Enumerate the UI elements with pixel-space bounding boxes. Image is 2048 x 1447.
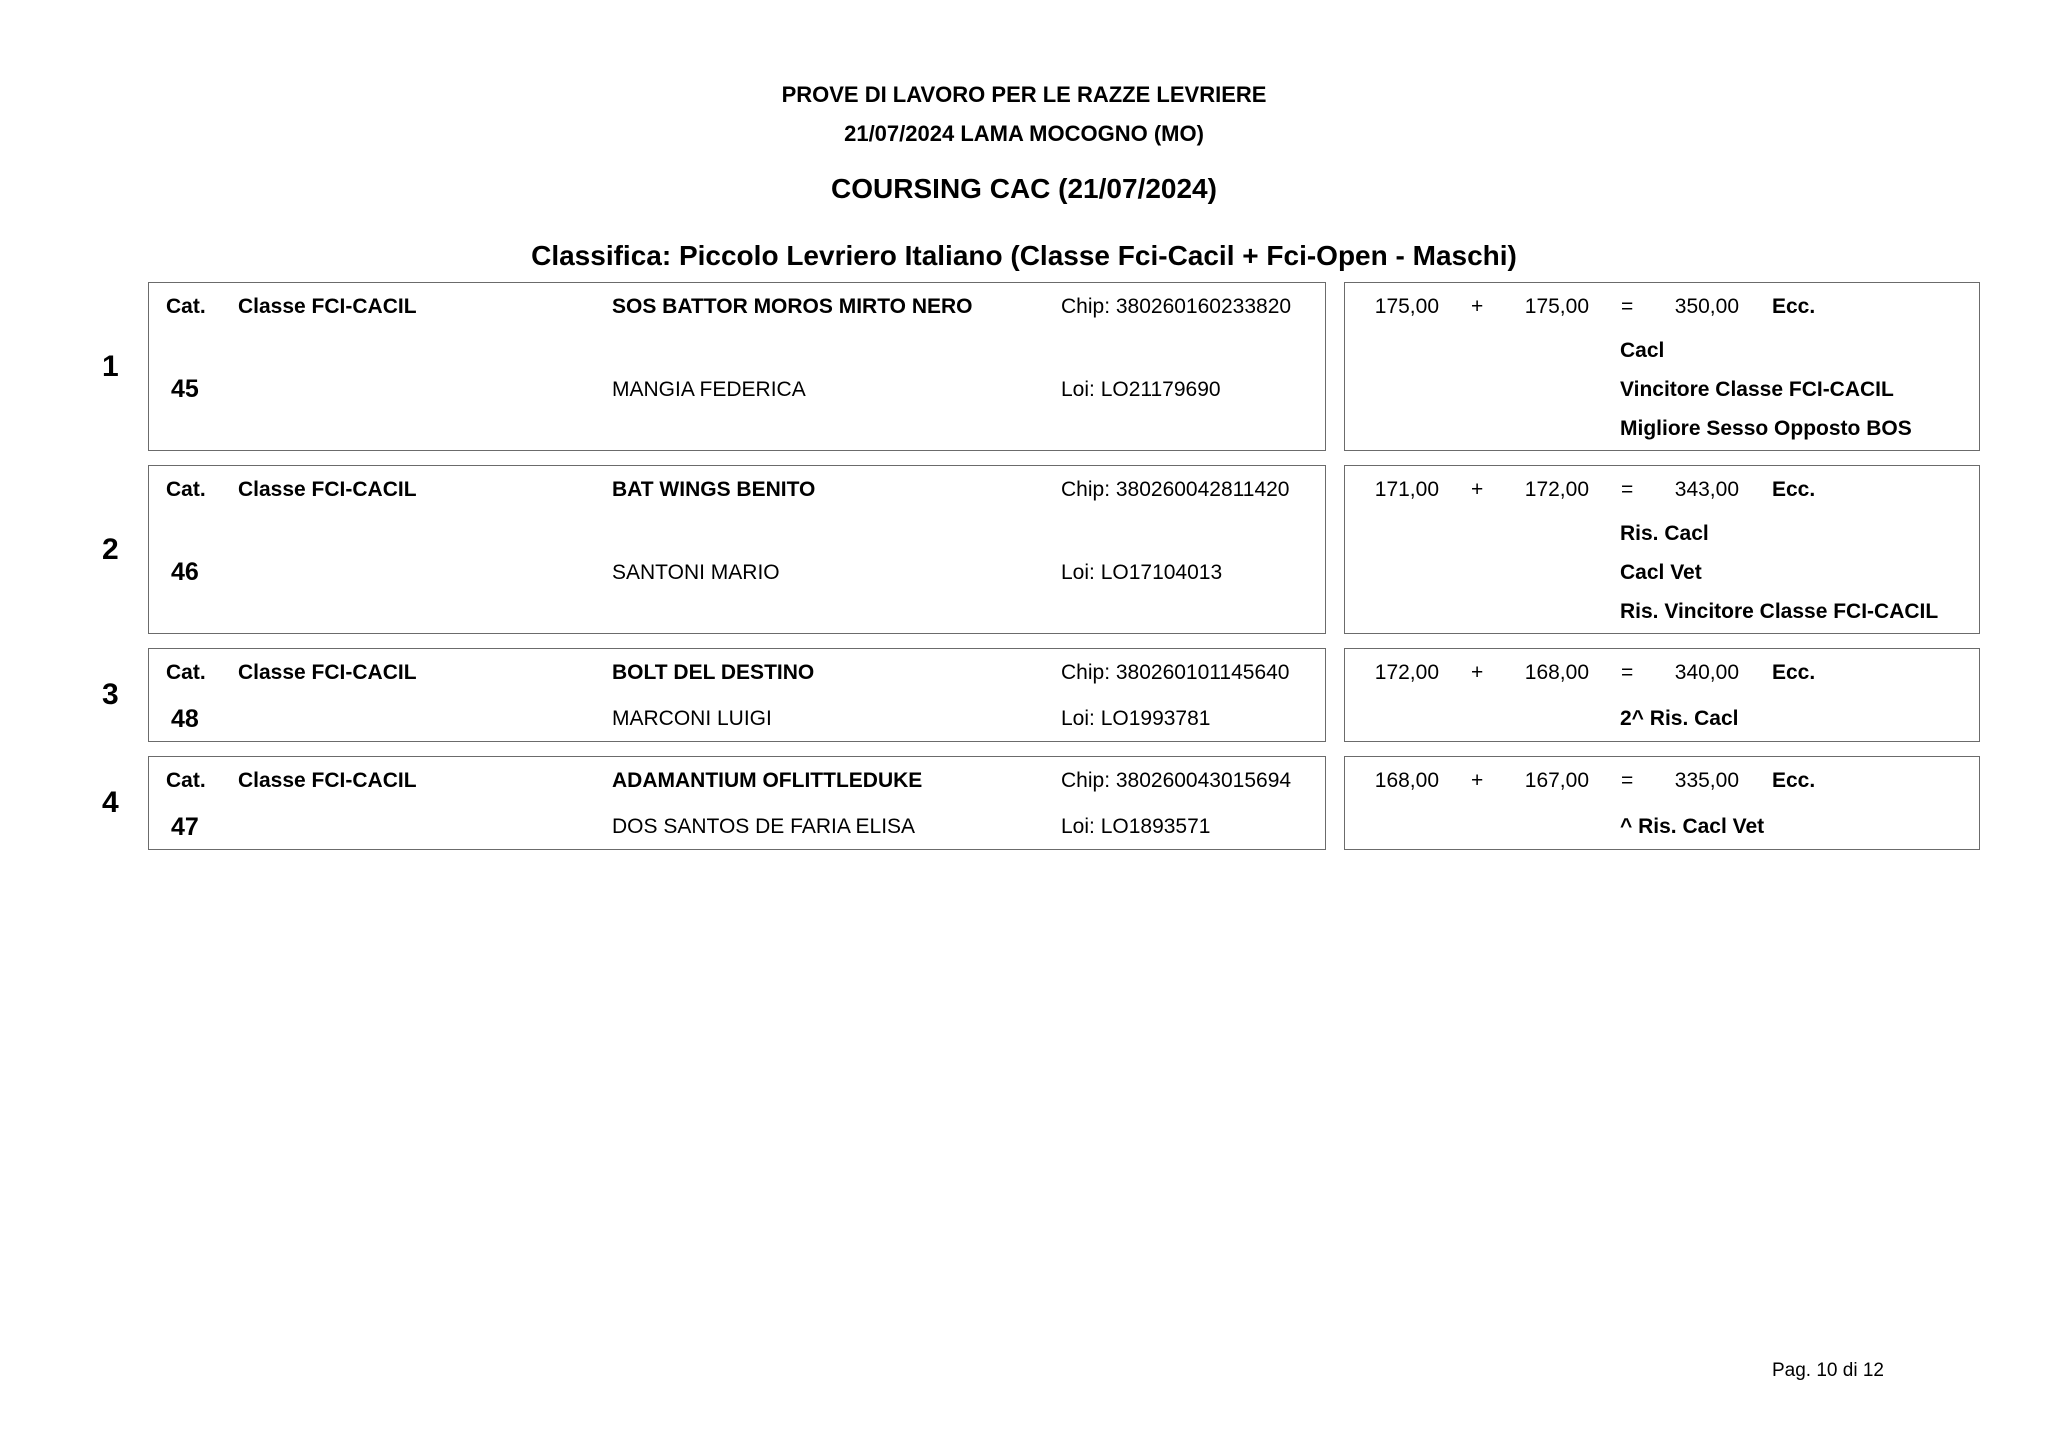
loi-number: Loi: LO1893571 — [1061, 815, 1211, 838]
award: Cacl — [1620, 339, 1665, 362]
dog-info-box — [148, 648, 1326, 742]
equals-sign: = — [1621, 295, 1634, 318]
catalog-number: 48 — [171, 705, 199, 733]
award: Migliore Sesso Opposto BOS — [1620, 417, 1912, 440]
dog-name: BOLT DEL DESTINO — [612, 661, 815, 684]
total-score: 350,00 — [1674, 295, 1739, 318]
dog-info-box — [148, 282, 1326, 451]
qualification: Ecc. — [1772, 478, 1816, 501]
score-1: 172,00 — [1374, 661, 1439, 684]
plus-sign: + — [1471, 769, 1484, 792]
event-title: COURSING CAC (21/07/2024) — [831, 173, 1217, 204]
catalog-number: 47 — [171, 813, 199, 841]
report-title: PROVE DI LAVORO PER LE RAZZE LEVRIERE — [781, 82, 1267, 107]
score-2: 172,00 — [1524, 478, 1589, 501]
class-label: Classe FCI-CACIL — [238, 769, 417, 792]
equals-sign: = — [1621, 478, 1634, 501]
dog-info-box — [148, 756, 1326, 850]
rank-number: 4 — [102, 786, 119, 819]
rank-number: 1 — [102, 350, 119, 383]
loi-number: Loi: LO1993781 — [1061, 707, 1211, 730]
class-label: Classe FCI-CACIL — [238, 295, 417, 318]
award: Ris. Vincitore Classe FCI-CACIL — [1620, 600, 1939, 623]
score-1: 171,00 — [1374, 478, 1439, 501]
total-score: 335,00 — [1674, 769, 1739, 792]
award: Ris. Cacl — [1620, 522, 1709, 545]
dog-info-box — [148, 465, 1326, 634]
qualification: Ecc. — [1772, 769, 1816, 792]
dog-name: SOS BATTOR MOROS MIRTO NERO — [612, 295, 973, 318]
chip-number: Chip: 380260043015694 — [1061, 769, 1292, 792]
cat-label: Cat. — [166, 478, 206, 501]
score-2: 167,00 — [1524, 769, 1589, 792]
cat-label: Cat. — [166, 295, 206, 318]
equals-sign: = — [1621, 769, 1634, 792]
classification-title: Classifica: Piccolo Levriero Italiano (Classe Fci-Cacil + Fci-Open - Maschi) — [531, 240, 1517, 271]
class-label: Classe FCI-CACIL — [238, 478, 417, 501]
loi-number: Loi: LO17104013 — [1061, 561, 1223, 584]
owner-name: SANTONI MARIO — [612, 561, 780, 584]
award: 2^ Ris. Cacl — [1620, 707, 1739, 730]
score-2: 168,00 — [1524, 661, 1589, 684]
score-box — [1344, 282, 1980, 451]
total-score: 343,00 — [1674, 478, 1739, 501]
catalog-number: 46 — [171, 558, 199, 586]
rank-number: 2 — [102, 533, 119, 566]
owner-name: DOS SANTOS DE FARIA ELISA — [612, 815, 916, 838]
score-2: 175,00 — [1524, 295, 1589, 318]
chip-number: Chip: 380260101145640 — [1061, 661, 1290, 684]
chip-number: Chip: 380260160233820 — [1061, 295, 1292, 318]
owner-name: MARCONI LUIGI — [612, 707, 772, 730]
qualification: Ecc. — [1772, 661, 1816, 684]
owner-name: MANGIA FEDERICA — [612, 378, 806, 401]
class-label: Classe FCI-CACIL — [238, 661, 417, 684]
score-box — [1344, 756, 1980, 850]
score-box — [1344, 648, 1980, 742]
equals-sign: = — [1621, 661, 1634, 684]
award: Cacl Vet — [1620, 561, 1702, 584]
score-1: 175,00 — [1374, 295, 1439, 318]
score-box — [1344, 465, 1980, 634]
chip-number: Chip: 380260042811420 — [1061, 478, 1290, 501]
plus-sign: + — [1471, 661, 1484, 684]
score-1: 168,00 — [1374, 769, 1439, 792]
catalog-number: 45 — [171, 375, 199, 403]
cat-label: Cat. — [166, 661, 206, 684]
page-number: Pag. 10 di 12 — [1772, 1360, 1884, 1381]
plus-sign: + — [1471, 478, 1484, 501]
event-date-location: 21/07/2024 LAMA MOCOGNO (MO) — [844, 121, 1204, 146]
award: ^ Ris. Cacl Vet — [1620, 815, 1765, 838]
qualification: Ecc. — [1772, 295, 1816, 318]
dog-name: ADAMANTIUM OFLITTLEDUKE — [612, 769, 923, 792]
total-score: 340,00 — [1674, 661, 1739, 684]
loi-number: Loi: LO21179690 — [1061, 378, 1221, 401]
cat-label: Cat. — [166, 769, 206, 792]
dog-name: BAT WINGS BENITO — [612, 478, 816, 501]
plus-sign: + — [1471, 295, 1484, 318]
rank-number: 3 — [102, 678, 119, 711]
award: Vincitore Classe FCI-CACIL — [1620, 378, 1894, 401]
